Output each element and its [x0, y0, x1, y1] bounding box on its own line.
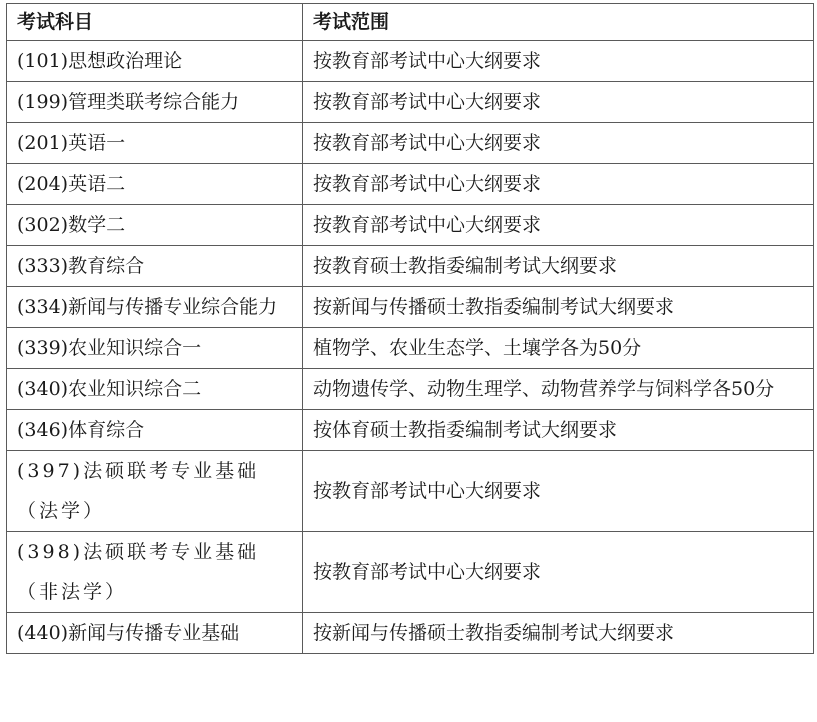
table-row — [7, 82, 814, 123]
exam-subject-cell: (340)农业知识综合二 — [7, 369, 303, 410]
exam-scope-cell: 按体育硕士教指委编制考试大纲要求 — [303, 410, 814, 451]
exam-subject-cell: (397)法硕联考专业基础（法学） — [7, 451, 303, 532]
exam-subject-cell: (199)管理类联考综合能力 — [7, 82, 303, 123]
header-exam-scope: 考试范围 — [303, 4, 814, 41]
exam-scope-cell: 按新闻与传播硕士教指委编制考试大纲要求 — [303, 613, 814, 654]
exam-scope-cell: 按教育硕士教指委编制考试大纲要求 — [303, 246, 814, 287]
header-exam-subject: 考试科目 — [7, 4, 303, 41]
table-row — [7, 164, 814, 205]
exam-subject-cell: (201)英语一 — [7, 123, 303, 164]
exam-scope-cell: 按教育部考试中心大纲要求 — [303, 41, 814, 82]
exam-scope-cell: 按教育部考试中心大纲要求 — [303, 451, 814, 532]
exam-syllabus-table — [6, 3, 814, 654]
exam-subject-cell: (339)农业知识综合一 — [7, 328, 303, 369]
table-row — [7, 287, 814, 328]
table-row — [7, 123, 814, 164]
table-row — [7, 41, 814, 82]
exam-subject-cell: (101)思想政治理论 — [7, 41, 303, 82]
table-row — [7, 410, 814, 451]
table-row — [7, 328, 814, 369]
table-row — [7, 532, 814, 613]
table-header-row — [7, 4, 814, 41]
exam-subject-cell: (334)新闻与传播专业综合能力 — [7, 287, 303, 328]
exam-scope-cell: 按教育部考试中心大纲要求 — [303, 205, 814, 246]
table-row — [7, 205, 814, 246]
exam-scope-cell: 按教育部考试中心大纲要求 — [303, 164, 814, 205]
exam-subject-cell: (346)体育综合 — [7, 410, 303, 451]
exam-subject-cell: (204)英语二 — [7, 164, 303, 205]
exam-subject-cell: (440)新闻与传播专业基础 — [7, 613, 303, 654]
exam-scope-cell: 按教育部考试中心大纲要求 — [303, 82, 814, 123]
exam-scope-cell: 按教育部考试中心大纲要求 — [303, 123, 814, 164]
table-row — [7, 369, 814, 410]
exam-subject-cell: (398)法硕联考专业基础（非法学） — [7, 532, 303, 613]
exam-scope-cell: 植物学、农业生态学、土壤学各为50分 — [303, 328, 814, 369]
table-row — [7, 451, 814, 532]
exam-subject-cell: (333)教育综合 — [7, 246, 303, 287]
exam-scope-cell: 按新闻与传播硕士教指委编制考试大纲要求 — [303, 287, 814, 328]
exam-scope-cell: 按教育部考试中心大纲要求 — [303, 532, 814, 613]
table-row — [7, 613, 814, 654]
exam-subject-cell: (302)数学二 — [7, 205, 303, 246]
exam-scope-cell: 动物遗传学、动物生理学、动物营养学与饲料学各50分 — [303, 369, 814, 410]
table-row — [7, 246, 814, 287]
